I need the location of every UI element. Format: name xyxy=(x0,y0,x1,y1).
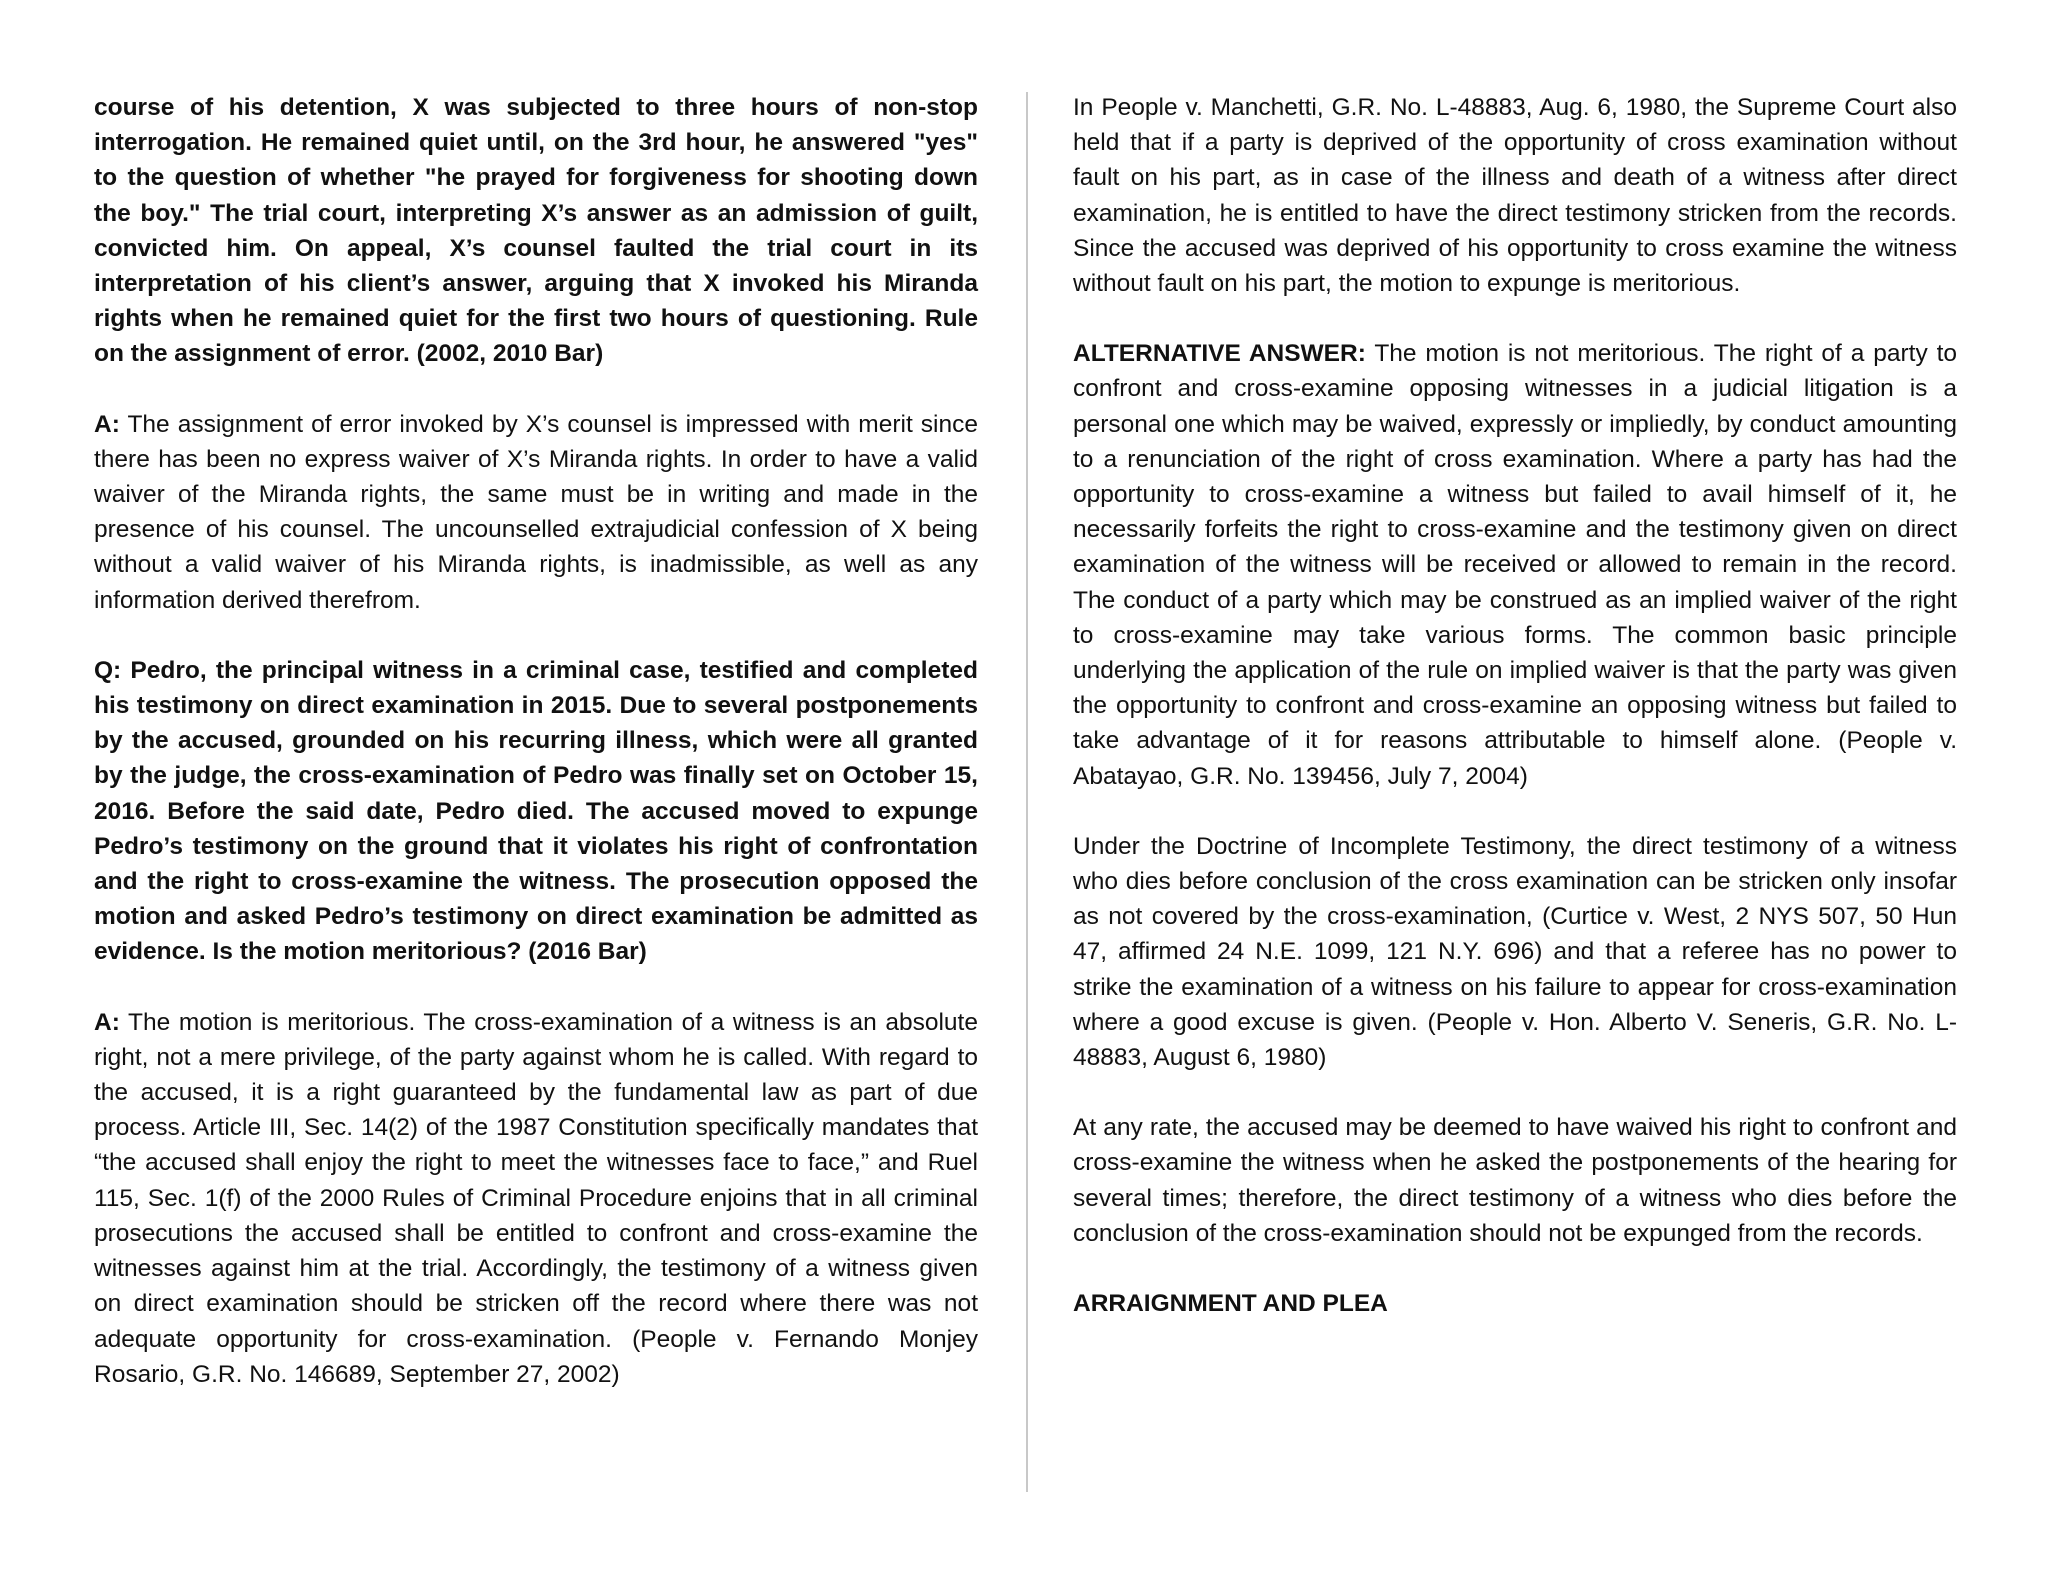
question-paragraph-1: course of his detention, X was subjected to three hours of non-stop interrogation. He remained quiet until, on the 3rd hour, he answered "yes" to the question of whether "he prayed for forgiveness for shooting down the boy." The trial court, interpreting X’s answer as an admission of guilt, convicted him. On appeal, X’s counsel faulted the trial court in its interpretation of his client’s answer, arguing that X invoked his Miranda rights when he remained quiet for the first two hours of questioning. Rule on the assignment of error. (2002, 2010 Bar) xyxy=(94,94,978,368)
section-heading: ARRAIGNMENT AND PLEA xyxy=(1073,1290,1388,1318)
right-column xyxy=(1073,90,1957,1321)
answer-paragraph-1 xyxy=(94,407,978,618)
alternative-answer-label: ALTERNATIVE ANSWER: xyxy=(1073,340,1366,368)
answer-label: A: xyxy=(94,410,120,438)
question-paragraph-2: Q: Pedro, the principal witness in a criminal case, testified and completed his testimony on direct examination in 2015. Due to several postponements by the accused, grounded on his recurring illness, which were all granted by the judge, the cross-examination of Pedro was finally set on October 15, 2016. Before the said date, Pedro died. The accused moved to expunge Pedro’s testimony on the ground that it violates his right of confrontation and the right to cross-examine the witness. The prosecution opposed the motion and asked Pedro’s testimony on direct examination be admitted as evidence. Is the motion meritorious? (2016 Bar) xyxy=(94,656,978,966)
answer-text: The assignment of error invoked by X’s counsel is impressed with merit since there has been no express waiver of X’s Miranda rights. In order to have a valid waiver of the Miranda rights, the same must be in writing and made in the presence of his counsel. The uncounselled extrajudicial confession of X being without a valid waiver of his Miranda rights, is inadmissible, as well as any information derived therefrom. xyxy=(94,410,978,614)
body-paragraph-manchetti: In People v. Manchetti, G.R. No. L-48883, Aug. 6, 1980, the Supreme Court also held that if a party is deprived of the opportunity of cross examination without fault on his part, as in case of the illness and death of a witness after direct examination, he is entitled to have the direct testimony stricken from the records. Since the accused was deprived of his opportunity to cross examine the witness without fault on his part, the motion to expunge is meritorious. xyxy=(1073,94,1957,298)
column-divider xyxy=(1026,92,1028,1492)
answer-paragraph-2 xyxy=(94,1005,978,1392)
answer-text: The motion is meritorious. The cross-examination of a witness is an absolute right, not a mere privilege, of the party against whom he is called. With regard to the accused, it is a right guaranteed by the fundamental law as part of due process. Article III, Sec. 14(2) of the 1987 Constitution specifically mandates that “the accused shall enjoy the right to meet the witnesses face to face,” and Ruel 115, Sec. 1(f) of the 2000 Rules of Criminal Procedure enjoins that in all criminal prosecutions the accused shall be entitled to confront and cross-examine the witnesses against him at the trial. Accordingly, the testimony of a witness given on direct examination should be stricken off the record where there was not adequate opportunity for cross-examination. (People v. Fernando Monjey Rosario, G.R. No. 146689, September 27, 2002) xyxy=(94,1008,978,1388)
alternative-answer-text: The motion is not meritorious. The right of a party to confront and cross-examine opposing witnesses in a judicial litigation is a personal one which may be waived, expressly or impliedly, by conduct amounting to a renunciation of the right of cross examination. Where a party has had the opportunity to cross-examine a witness but failed to avail himself of it, he necessarily forfeits the right to cross-examine and the testimony given on direct examination of the witness will be received or allowed to remain in the record. The conduct of a party which may be construed as an implied waiver of the right to cross-examine may take various forms. The common basic principle underlying the application of the rule on implied waiver is that the party was given the opportunity to confront and cross-examine an opposing witness but failed to take advantage of it for reasons attributable to himself alone. (People v. Abatayao, G.R. No. 139456, July 7, 2004) xyxy=(1073,340,1958,790)
body-paragraph-waiver: At any rate, the accused may be deemed to have waived his right to confront and cross-examine the witness when he asked the postponements of the hearing for several times; therefore, the direct testimony of a witness who dies before the conclusion of the cross-examination should not be expunged from the records. xyxy=(1073,1114,1957,1247)
body-paragraph-incomplete-testimony: Under the Doctrine of Incomplete Testimony, the direct testimony of a witness who dies before conclusion of the cross examination can be stricken only insofar as not covered by the cross-examination, (Curtice v. West, 2 NYS 507, 50 Hun 47, affirmed 24 N.E. 1099, 121 N.Y. 696) and that a referee has no power to strike the examination of a witness on his failure to appear for cross-examination where a good excuse is given. (People v. Hon. Alberto V. Seneris, G.R. No. L- 48883, August 6, 1980) xyxy=(1073,832,1957,1072)
answer-label: A: xyxy=(94,1008,120,1036)
left-column xyxy=(94,90,978,1427)
alternative-answer-paragraph xyxy=(1073,336,1957,794)
